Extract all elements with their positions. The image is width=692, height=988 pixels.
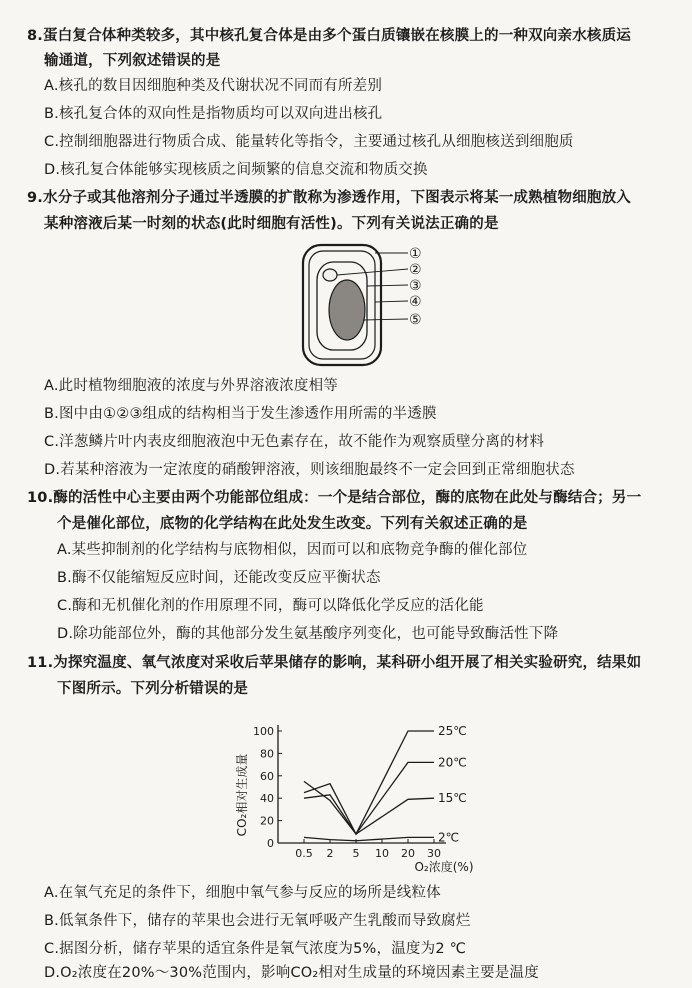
series-label-1: 20℃: [438, 755, 467, 770]
y-tick-label: 60: [260, 769, 274, 783]
nucleus: [323, 269, 337, 281]
co2-chart: [228, 713, 498, 873]
label-line-3: [367, 285, 408, 286]
label-5: ⑤: [409, 312, 422, 328]
q8-option-a: A.核孔的数目因细胞种类及代谢状况不同而有所差别: [44, 78, 383, 94]
q10-option-b: B.酶不仅能缩短反应时间，还能改变反应平衡状态: [57, 570, 381, 586]
q9-option-c: C.洋葱鳞片叶内表皮细胞液泡中无色素存在，故不能作为观察质壁分离的材料: [44, 434, 545, 450]
q10-option-c: C.酶和无机催化剂的作用原理不同，酶可以降低化学反应的活化能: [57, 598, 484, 614]
label-1: ①: [409, 246, 422, 262]
y-axis-title: CO₂相对生成量: [235, 753, 249, 837]
series-line-0: [304, 731, 434, 834]
x-tick-label: 2: [326, 847, 334, 860]
label-2: ②: [409, 262, 422, 278]
series-line-3: [304, 837, 434, 840]
q8-stem-line-2: 输通道，下列叙述错误的是: [44, 53, 221, 69]
vacuole: [329, 280, 365, 340]
q9-option-b: B.图中由①②③组成的结构相当于发生渗透作用所需的半透膜: [44, 406, 437, 422]
y-tick-label: 80: [260, 747, 274, 761]
label-3: ③: [409, 278, 422, 294]
q8-stem-line-1: 8.蛋白复合体种类较多，其中核孔复合体是由多个蛋白质镶嵌在核膜上的一种双向亲水核质运: [27, 28, 631, 44]
x-tick-label: 20: [401, 847, 415, 860]
series-label-0: 25℃: [438, 724, 467, 738]
x-tick-label: 0.5: [295, 847, 313, 860]
q9-option-a: A.此时植物细胞液的浓度与外界溶液浓度相等: [44, 378, 338, 394]
q11-option-a: A.在氧气充足的条件下，细胞中氧气参与反应的场所是线粒体: [44, 885, 441, 901]
q9-stem-line-2: 某种溶液后某一时刻的状态(此时细胞有活性)。下列有关说法正确的是: [44, 216, 499, 232]
series-line-1: [304, 762, 434, 834]
q10-stem-line-2: 个是催化部位，底物的化学结构在此处发生改变。下列有关叙述正确的是: [57, 516, 528, 532]
x-tick-label: 10: [375, 847, 389, 860]
q8-option-d: D.核孔复合体能够实现核质之间频繁的信息交流和物质交换: [44, 162, 428, 178]
q8-option-c: C.控制细胞器进行物质合成、能量转化等指令，主要通过核孔从细胞核送到细胞质: [44, 134, 574, 150]
label-4: ④: [409, 294, 422, 310]
q11-option-b: B.低氧条件下，储存的苹果也会进行无氧呼吸产生乳酸而导致腐烂: [44, 913, 471, 929]
series-label-3: 2℃: [438, 830, 460, 845]
plant-cell-figure: [295, 240, 445, 370]
series-label-2: 15℃: [438, 791, 467, 806]
q11-stem-line-1: 11.为探究温度、氧气浓度对采收后苹果储存的影响，某科研小组开展了相关实验研究，结果如: [27, 655, 642, 671]
y-tick-label: 100: [253, 725, 274, 738]
y-tick-label: 0: [267, 837, 274, 850]
q10-stem-line-1: 10.酶的活性中心主要由两个功能部位组成：一个是结合部位，酶的底物在此处与酶结合；另一: [27, 490, 642, 506]
y-tick-label: 20: [260, 814, 274, 828]
q11-stem-line-2: 下图所示。下列分析错误的是: [57, 681, 249, 697]
y-tick-label: 40: [260, 792, 274, 806]
label-line-5: [363, 319, 408, 320]
q9-option-d: D.若某种溶液为一定浓度的硝酸钾溶液，则该细胞最终不一定会回到正常细胞状态: [44, 462, 575, 478]
q11-option-d: D.O₂浓度在20%～30%范围内，影响CO₂相对生成量的环境因素主要是温度: [44, 965, 539, 981]
q11-option-c: C.据图分析，储存苹果的适宜条件是氧气浓度为5%，温度为2 ℃: [44, 941, 467, 957]
x-tick-label: 30: [427, 847, 441, 860]
label-line-2: [337, 269, 408, 275]
x-axis-title: O₂浓度(%): [414, 860, 474, 873]
q10-option-d: D.除功能部位外，酶的其他部分发生氨基酸序列变化，也可能导致酶活性下降: [57, 626, 559, 642]
x-tick-label: 5: [352, 847, 360, 860]
q8-option-b: B.核孔复合体的双向性是指物质均可以双向进出核孔: [44, 106, 383, 122]
q9-stem-line-1: 9.水分子或其他溶剂分子通过半透膜的扩散称为渗透作用，下图表示将某一成熟植物细胞放入: [27, 190, 631, 206]
q10-option-a: A.某些抑制剂的化学结构与底物相似，因而可以和底物竞争酶的催化部位: [57, 542, 528, 558]
